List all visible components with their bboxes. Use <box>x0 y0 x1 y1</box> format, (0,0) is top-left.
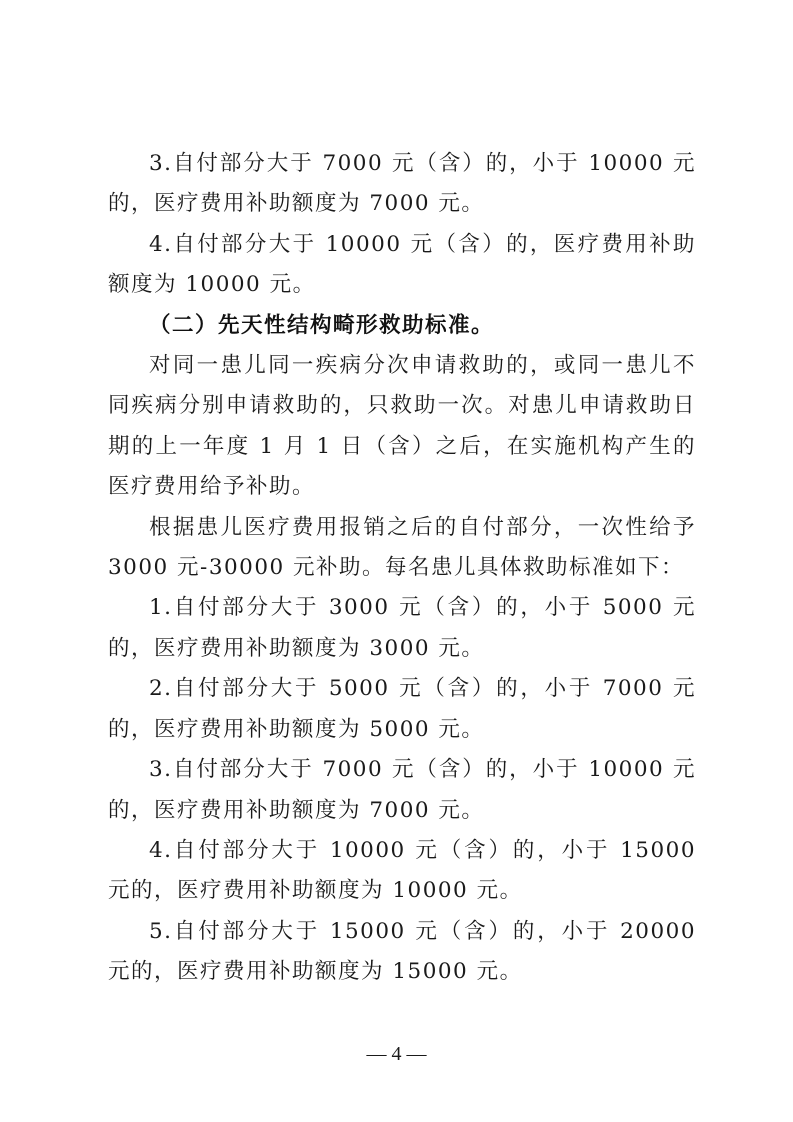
paragraph-subsidy-range: 根据患儿医疗费用报销之后的自付部分，一次性给予 3000 元-30000 元补助。每名患儿具体救助标准如下： <box>108 514 696 581</box>
page-number: — 4 — <box>366 1043 427 1065</box>
paragraph-item-2-5000: 2.自付部分大于 5000 元（含）的，小于 7000 元的，医疗费用补助额度为 5000 元。 <box>108 676 696 742</box>
paragraph-application-rule: 对同一患儿同一疾病分次申请救助的，或同一患儿不同疾病分别申请救助的，只救助一次。对患儿申请救助日期的上一年度 1 月 1 日（含）之后，在实施机构产生的医疗费用给予补助。 <box>108 353 696 500</box>
paragraph-item-4-10000-b: 4.自付部分大于 10000 元（含）的，小于 15000 元的，医疗费用补助额度为 10000 元。 <box>108 837 696 904</box>
paragraph-item-3-7000-b: 3.自付部分大于 7000 元（含）的，小于 10000 元的，医疗费用补助额度为 7000 元。 <box>108 757 696 823</box>
section-heading-congenital-malformation: （二）先天性结构畸形救助标准。 <box>149 312 495 338</box>
document-body <box>108 144 696 993</box>
paragraph-item-5-15000: 5.自付部分大于 15000 元（含）的，小于 20000 元的，医疗费用补助额度为 15000 元。 <box>108 918 696 985</box>
paragraph-item-1-3000: 1.自付部分大于 3000 元（含）的，小于 5000 元的，医疗费用补助额度为 3000 元。 <box>108 595 696 661</box>
paragraph-item-4-10000: 4.自付部分大于 10000 元（含）的，医疗费用补助额度为 10000 元。 <box>108 231 696 298</box>
paragraph-item-3-7000: 3.自付部分大于 7000 元（含）的，小于 10000 元的，医疗费用补助额度为 7000 元。 <box>108 151 696 217</box>
